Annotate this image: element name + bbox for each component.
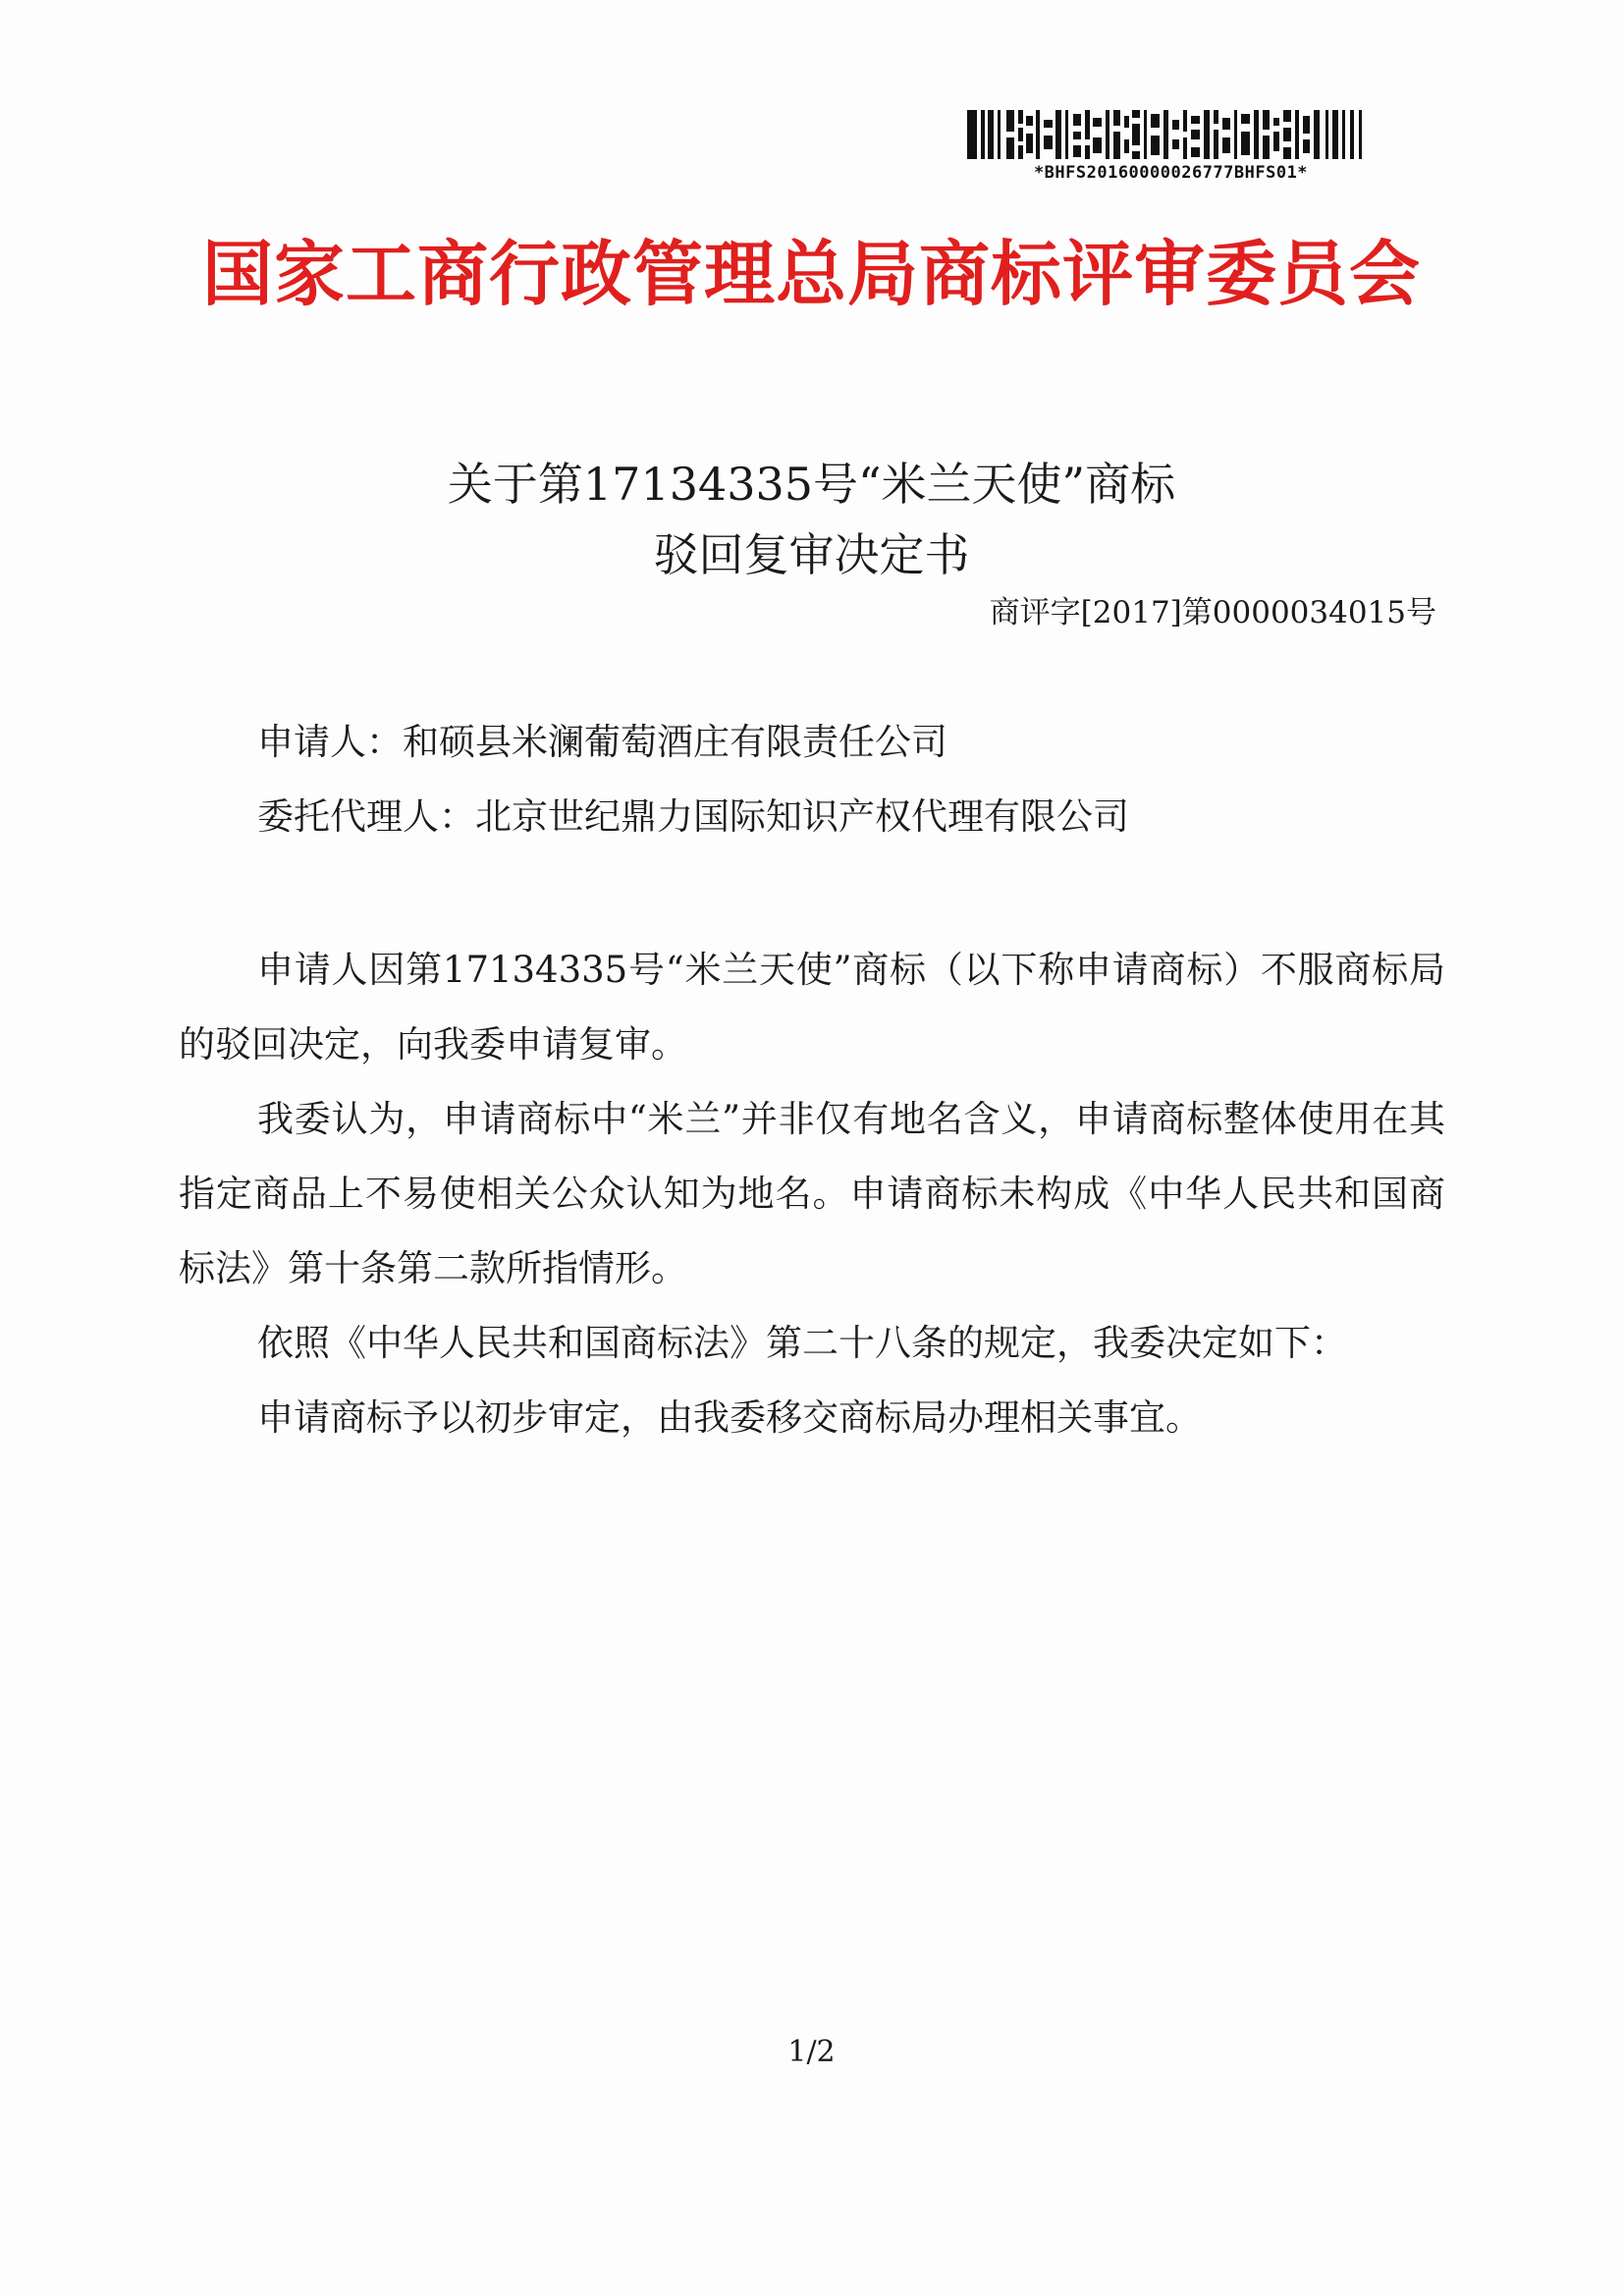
paragraph-background: 申请人因第17134335号“米兰天使”商标（以下称申请商标）不服商标局的驳回决定，向我委申请复审。 (179, 949, 1445, 1066)
barcode-block (967, 110, 1375, 183)
agent-line: 委托代理人：北京世纪鼎力国际知识产权代理有限公司 (257, 795, 1129, 838)
paragraph-legal-basis: 依照《中华人民共和国商标法》第二十八条的规定，我委决定如下： (257, 1322, 1347, 1364)
document-title-line-2: 驳回复审决定书 (653, 528, 970, 581)
reference-number: 商评字[2017]第0000034015号 (989, 595, 1436, 630)
barcode-number: *BHFS20160000026777BHFS01* (1033, 163, 1309, 183)
letterhead-org-name: 国家工商行政管理总局商标评审委员会 (201, 233, 1421, 315)
applicant-line: 申请人：和硕县米澜葡萄酒庄有限责任公司 (257, 721, 947, 763)
page-number: 1/2 (787, 2035, 836, 2069)
document-title-line-1: 关于第17134335号“米兰天使”商标 (447, 458, 1176, 511)
decision-body (179, 933, 1445, 1455)
paragraph-reasoning: 我委认为，申请商标中“米兰”并非仅有地名含义，申请商标整体使用在其指定商品上不易使相关公众认知为地名。申请商标未构成《中华人民共和国商标法》第十条第二款所指情形。 (179, 1098, 1445, 1289)
paragraph-decision: 申请商标予以初步审定，由我委移交商标局办理相关事宜。 (257, 1396, 1202, 1439)
barcode-image (967, 110, 1365, 159)
